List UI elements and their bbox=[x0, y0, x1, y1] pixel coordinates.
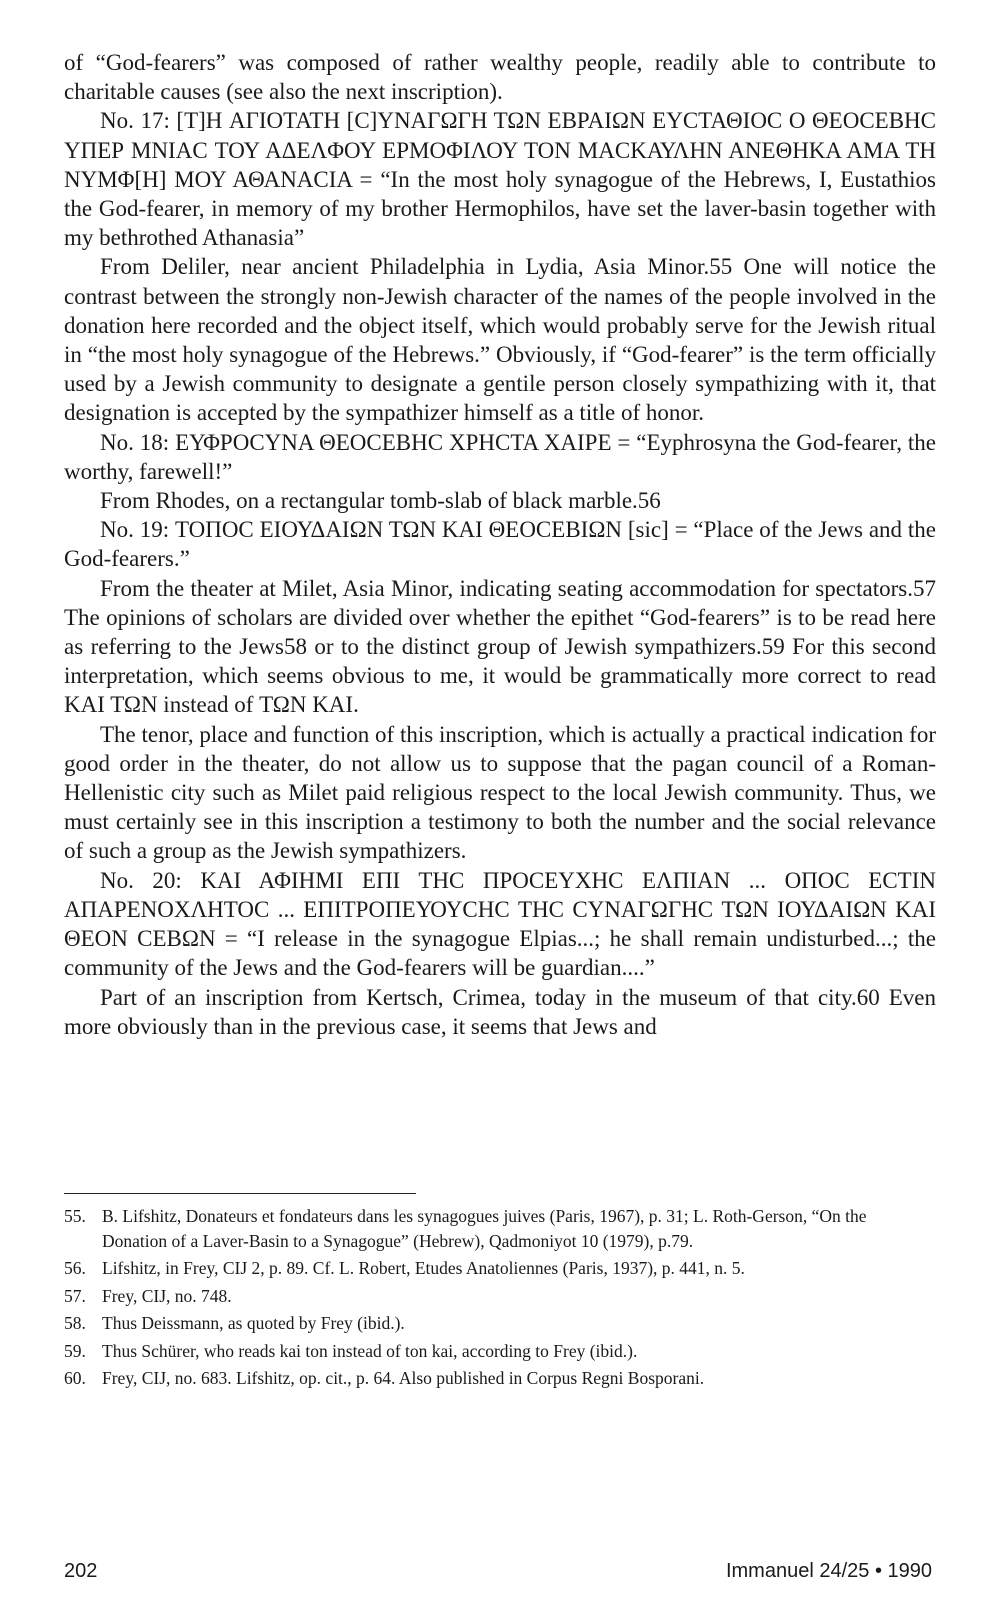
footnote-55 bbox=[64, 1204, 932, 1253]
footnote-text: Thus Deissmann, as quoted by Frey (ibid.). bbox=[102, 1313, 405, 1333]
footnote-text: Frey, CIJ, no. 683. Lifshitz, op. cit., p. 64. Also published in Corpus Regni Bosporani. bbox=[102, 1368, 705, 1388]
footnote-number: 55. bbox=[64, 1206, 86, 1226]
paragraph-7: From the theater at Milet, Asia Minor, indicating seating accommodation for spectators.57 The opinions of scholars are divided over whether the epithet “God-fearers” is to be read here as referring to the Jews58 or to the distinct group of Jewish sympathizers.59 For this second interpretation, which seems obvious to me, it would be grammatically more correct to read ΚΑΙ ΤΩΝ instead of ΤΩΝ ΚΑΙ. bbox=[64, 575, 936, 718]
footnote-58 bbox=[64, 1311, 932, 1336]
footnote-text: Frey, CIJ, no. 748. bbox=[102, 1285, 232, 1306]
page-footer bbox=[64, 1560, 932, 1588]
footnote-57 bbox=[64, 1284, 932, 1309]
paragraph-1: of “God-fearers” was composed of rather wealthy people, readily able to contribute to charitable causes (see also the next inscription). bbox=[64, 50, 936, 105]
body-text bbox=[64, 48, 936, 1041]
inscription-17: No. 17: [T]H ΑΓΙΟΤΑΤΗ [C]ΥΝΑΓΩΓΗ ΤΩΝ ΕΒΡΑΙΩΝ ΕΥCΤΑΘΙΟC Ο ΘΕΟCΕΒΗC ΥΠΕΡ ΜΝΙΑC ΤΟΥ ΑΔΕΛΦΟΥ ΕΡΜΟΦΙΛΟΥ ΤΟΝ ΜΑCΚΑΥΛΗΝ ΑΝΕΘΗΚΑ ΑΜΑ ΤΗ ΝΥΜΦ[Η] ΜΟΥ ΑΘΑΝΑCΙΑ = “In the most holy synagogue of the Hebrews, I, Eustathios the God-fearer, in memory of my brother Hermophilos, have set the laver-basin together with my bethrothed Athanasia” bbox=[64, 108, 936, 251]
paragraph-5: From Rhodes, on a rectangular tomb-slab of black marble.56 bbox=[100, 488, 661, 514]
footnote-56 bbox=[64, 1256, 932, 1281]
footnote-59 bbox=[64, 1339, 932, 1364]
footnote-divider bbox=[64, 1193, 416, 1194]
page-number: 202 bbox=[64, 1560, 98, 1582]
paragraph-3: From Deliler, near ancient Philadelphia in Lydia, Asia Minor.55 One will notice the contrast between the strongly non-Jewish character of the names of the people involved in the donation here recorded and the object itself, which would probably serve for the Jewish ritual in “the most holy synagogue of the Hebrews.” Obviously, if “God-fearer” is the term officially used by a Jewish community to designate a gentile person closely sympathizing with it, that designation is accepted by the sympathizer himself as a title of honor. bbox=[64, 254, 936, 426]
footnote-number: 59. bbox=[64, 1340, 86, 1361]
paragraph-8: The tenor, place and function of this inscription, which is actually a practical indication for good order in the theater, do not allow us to suppose that the pagan council of a Roman-Hellenistic city such as Milet paid religious respect to the local Jewish community. Thus, we must certainly see in this inscription a testimony to both the number and the social relevance of such a group as the Jewish sympathizers. bbox=[64, 721, 936, 864]
footnote-text: B. Lifshitz, Donateurs et fondateurs dans les synagogues juives (Paris, 1967), p. 31; L. Roth-Gerson, “On the Donation of a Laver-Basin to a Synagogue” (Hebrew), Qadmoniyot 10 (1979), p.79. bbox=[102, 1206, 867, 1251]
footnote-60 bbox=[64, 1366, 932, 1391]
paragraph-10: Part of an inscription from Kertsch, Crimea, today in the museum of that city.60 Even more obviously than in the previous case, it seems that Jews and bbox=[64, 984, 936, 1039]
journal-citation: Immanuel 24/25 • 1990 bbox=[725, 1560, 932, 1582]
footnote-number: 56. bbox=[64, 1258, 86, 1278]
footnote-text: Lifshitz, in Frey, CIJ 2, p. 89. Cf. L. Robert, Etudes Anatoliennes (Paris, 1937), p. 441, n. 5. bbox=[102, 1258, 745, 1278]
inscription-18: No. 18: ΕΥΦΡΟCΥΝΑ ΘΕΟCΕΒΗC ΧΡΗCΤΑ ΧΑΙΡΕ = “Eyphrosyna the God-fearer, the worthy, farewell!” bbox=[64, 429, 936, 484]
inscription-20: No. 20: ΚΑΙ ΑΦΙΗΜΙ ΕΠΙ ΤΗC ΠΡΟCΕΥΧΗC ΕΛΠΙΑΝ ... ΟΠΟC ΕCΤΙΝ ΑΠΑΡΕΝΟΧΛΗΤΟC ... ΕΠΙΤΡΟΠΕΥΟΥCΗC ΤΗC CΥΝΑΓΩΓΗC ΤΩΝ ΙΟΥΔΑΙΩΝ ΚΑΙ ΘΕΟΝ CΕΒΩΝ = “I release in the synagogue Elpias...; he shall remain undisturbed...; the community of the Jews and the God-fearers will be guardian....” bbox=[64, 867, 936, 981]
inscription-19: No. 19: ΤΟΠΟC ΕΙΟΥΔΑΙΩΝ ΤΩΝ ΚΑΙ ΘΕΟCΕΒΙΩΝ [sic] = “Place of the Jews and the God-fearers.” bbox=[64, 517, 936, 572]
footnote-text: Thus Schürer, who reads kai ton instead of ton kai, according to Frey (ibid.). bbox=[102, 1340, 638, 1361]
footnote-number: 58. bbox=[64, 1313, 86, 1333]
main-text bbox=[64, 48, 936, 1041]
footnotes bbox=[64, 1204, 932, 1394]
footnote-number: 57. bbox=[64, 1285, 86, 1306]
footnote-number: 60. bbox=[64, 1368, 86, 1388]
